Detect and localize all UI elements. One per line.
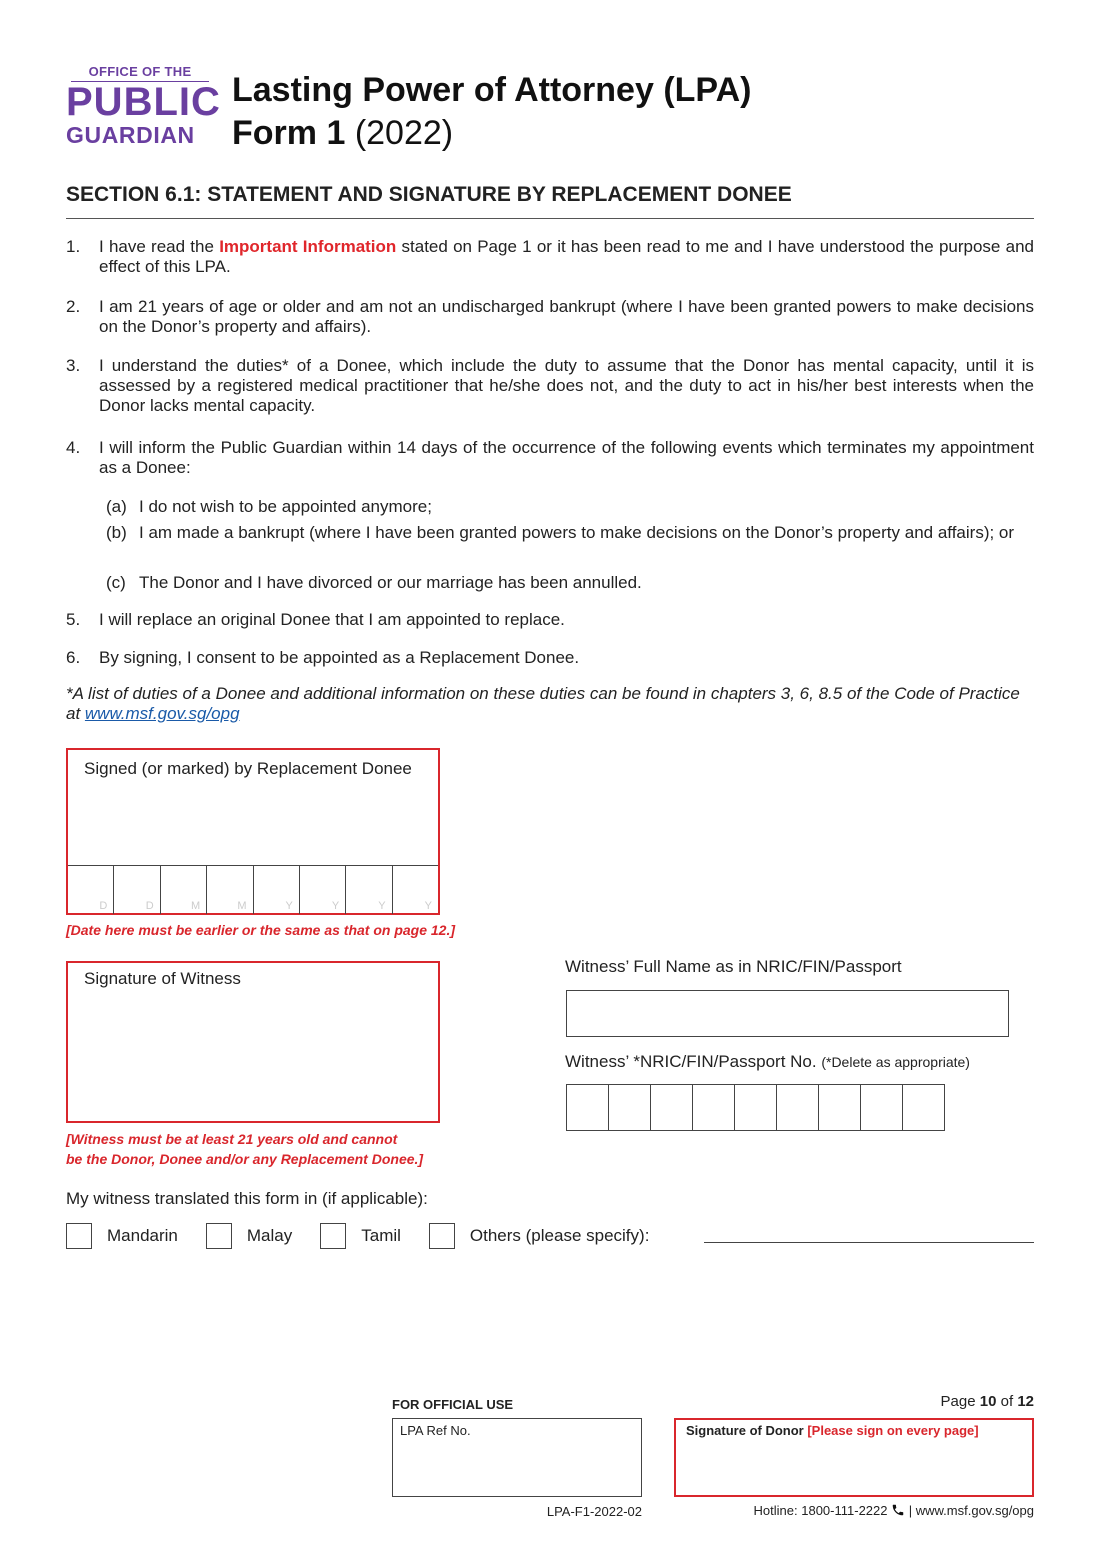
witness-id-label-row [565, 1052, 970, 1072]
hotline-text: Hotline: 1800-111-2222 [753, 1503, 888, 1518]
donor-signature-label-row [686, 1423, 979, 1438]
date-placeholder: Y [285, 900, 293, 912]
item-text: By signing, I consent to be appointed as a Replacement Donee. [99, 648, 580, 667]
date-cell[interactable] [68, 866, 114, 914]
form-subtitle [232, 113, 453, 153]
date-placeholder: D [145, 900, 154, 912]
id-cell[interactable] [818, 1084, 861, 1131]
item-text: I am 21 years of age or older and am not an undischarged bankrupt (where I have been granted powers to make decisions on the Donor’s property and affairs). [99, 297, 1034, 336]
subitem-text: I do not wish to be appointed anymore; [139, 497, 432, 516]
subitem-label: (b) [106, 523, 127, 542]
statement-subitem-b [106, 523, 1034, 543]
logo-office-of-the: OFFICE OF THE [88, 64, 192, 79]
id-cell[interactable] [650, 1084, 693, 1131]
item-number: 5. [66, 610, 81, 629]
subitem-text: I am made a bankrupt (where I have been granted powers to make decisions on the Donor’s property and affairs); or [139, 523, 1015, 542]
lpa-ref-label: LPA Ref No. [400, 1423, 471, 1438]
page-current: 10 [979, 1393, 997, 1410]
witness-id-note: (*Delete as appropriate) [821, 1054, 970, 1070]
item-number: 3. [66, 356, 81, 375]
statement-item-2 [66, 297, 1034, 337]
statement-item-5 [66, 610, 1034, 630]
malay-label: Malay [246, 1226, 293, 1245]
date-cell[interactable] [161, 866, 207, 914]
witness-signature-label: Signature of Witness [84, 969, 241, 988]
id-cell[interactable] [692, 1084, 735, 1131]
subitem-label: (c) [106, 573, 126, 592]
item-text: I understand the duties* of a Donee, which include the duty to assume that the Donor has mental capacity, until it is assessed by a registered medical practitioner that he/she does not, and the duty to act in his/her best interests when the Donor lacks mental capacity. [99, 356, 1034, 415]
statement-subitem-a [106, 497, 1034, 517]
duties-footnote [66, 684, 1034, 724]
date-cell[interactable] [346, 866, 392, 914]
item-number: 4. [66, 438, 81, 457]
tamil-checkbox[interactable] [320, 1223, 346, 1249]
id-cell[interactable] [776, 1084, 819, 1131]
important-information-highlight: Important Information [219, 237, 397, 256]
official-use-label: FOR OFFICIAL USE [392, 1397, 514, 1412]
translation-options [66, 1222, 677, 1250]
item-text: stated on Page 1 or it has been read to me and I have understood the purpose and effect of this LPA. [99, 237, 1034, 276]
form-number: Form 1 [232, 114, 346, 152]
date-placeholder: M [190, 900, 201, 912]
statement-item-4 [66, 438, 1034, 478]
date-placeholder: Y [378, 900, 386, 912]
statement-item-1 [66, 237, 1034, 277]
witness-id-label: Witness’ *NRIC/FIN/Passport No. [565, 1052, 817, 1071]
statement-subitem-c [106, 573, 1034, 593]
item-text: I will replace an original Donee that I am appointed to replace. [99, 610, 565, 629]
translation-label: My witness translated this form in (if applicable): [66, 1189, 428, 1208]
signing-date-fields [68, 865, 438, 914]
logo-public: PUBLIC [66, 80, 221, 124]
item-number: 6. [66, 648, 81, 667]
id-cell[interactable] [566, 1084, 609, 1131]
item-text: I will inform the Public Guardian within 14 days of the occurrence of the following events which terminates my appointment as a Donee: [99, 438, 1034, 477]
page-word: Page [940, 1393, 976, 1410]
witness-note-line-1: [Witness must be at least 21 years old and cannot [66, 1131, 398, 1147]
mandarin-checkbox[interactable] [66, 1223, 92, 1249]
statement-item-6 [66, 648, 1034, 668]
item-text: I have read the [99, 237, 220, 256]
form-code: LPA-F1-2022-02 [546, 1504, 642, 1519]
id-cell[interactable] [734, 1084, 777, 1131]
website-text: | www.msf.gov.sg/opg [908, 1503, 1034, 1518]
subitem-text: The Donor and I have divorced or our marriage has been annulled. [139, 573, 642, 592]
witness-name-field[interactable] [566, 990, 1009, 1037]
form-year: (2022) [354, 114, 454, 152]
date-cell[interactable] [300, 866, 346, 914]
id-cell[interactable] [860, 1084, 903, 1131]
item-number: 1. [66, 237, 81, 256]
date-placeholder: Y [424, 900, 432, 912]
donor-signature-label: Signature of Donor [686, 1423, 804, 1438]
others-checkbox[interactable] [429, 1223, 455, 1249]
date-placeholder: D [99, 900, 108, 912]
item-number: 2. [66, 297, 81, 316]
section-title: SECTION 6.1: STATEMENT AND SIGNATURE BY REPLACEMENT DONEE [66, 183, 792, 206]
phone-icon [891, 1503, 905, 1517]
subitem-label: (a) [106, 497, 127, 516]
donor-signature-note: [Please sign on every page] [807, 1423, 979, 1438]
others-label: Others (please specify): [469, 1226, 650, 1245]
mandarin-label: Mandarin [107, 1226, 178, 1245]
donee-signature-label: Signed (or marked) by Replacement Donee [84, 759, 412, 778]
page-of: of [1000, 1393, 1014, 1410]
witness-id-fields [566, 1084, 944, 1131]
page-total: 12 [1017, 1393, 1034, 1410]
code-of-practice-link[interactable]: www.msf.gov.sg/opg [84, 704, 240, 723]
date-cell[interactable] [254, 866, 300, 914]
others-specify-field[interactable] [704, 1242, 1034, 1243]
date-placeholder: M [237, 900, 247, 912]
id-cell[interactable] [608, 1084, 651, 1131]
witness-name-label: Witness’ Full Name as in NRIC/FIN/Passport [565, 957, 902, 976]
section-divider [66, 218, 1034, 219]
malay-checkbox[interactable] [206, 1223, 232, 1249]
footnote-text: *A list of duties of a Donee and additional information on these duties can be found in chapters 3, 6, 8.5 of the Code of Practice at [66, 684, 1020, 723]
witness-note-line-2: be the Donor, Donee and/or any Replacement Donee.] [66, 1151, 424, 1167]
date-placeholder: Y [331, 900, 340, 912]
id-cell[interactable] [902, 1084, 945, 1131]
date-cell[interactable] [393, 866, 438, 914]
statement-item-3 [66, 356, 1034, 416]
tamil-label: Tamil [361, 1226, 401, 1245]
date-cell[interactable] [207, 866, 253, 914]
form-title: Lasting Power of Attorney (LPA) [232, 71, 752, 109]
hotline-row [700, 1503, 1034, 1518]
page-number [880, 1393, 1034, 1410]
logo-guardian: GUARDIAN [66, 122, 195, 148]
date-cell[interactable] [114, 866, 160, 914]
date-note: [Date here must be earlier or the same as that on page 12.] [66, 922, 456, 938]
